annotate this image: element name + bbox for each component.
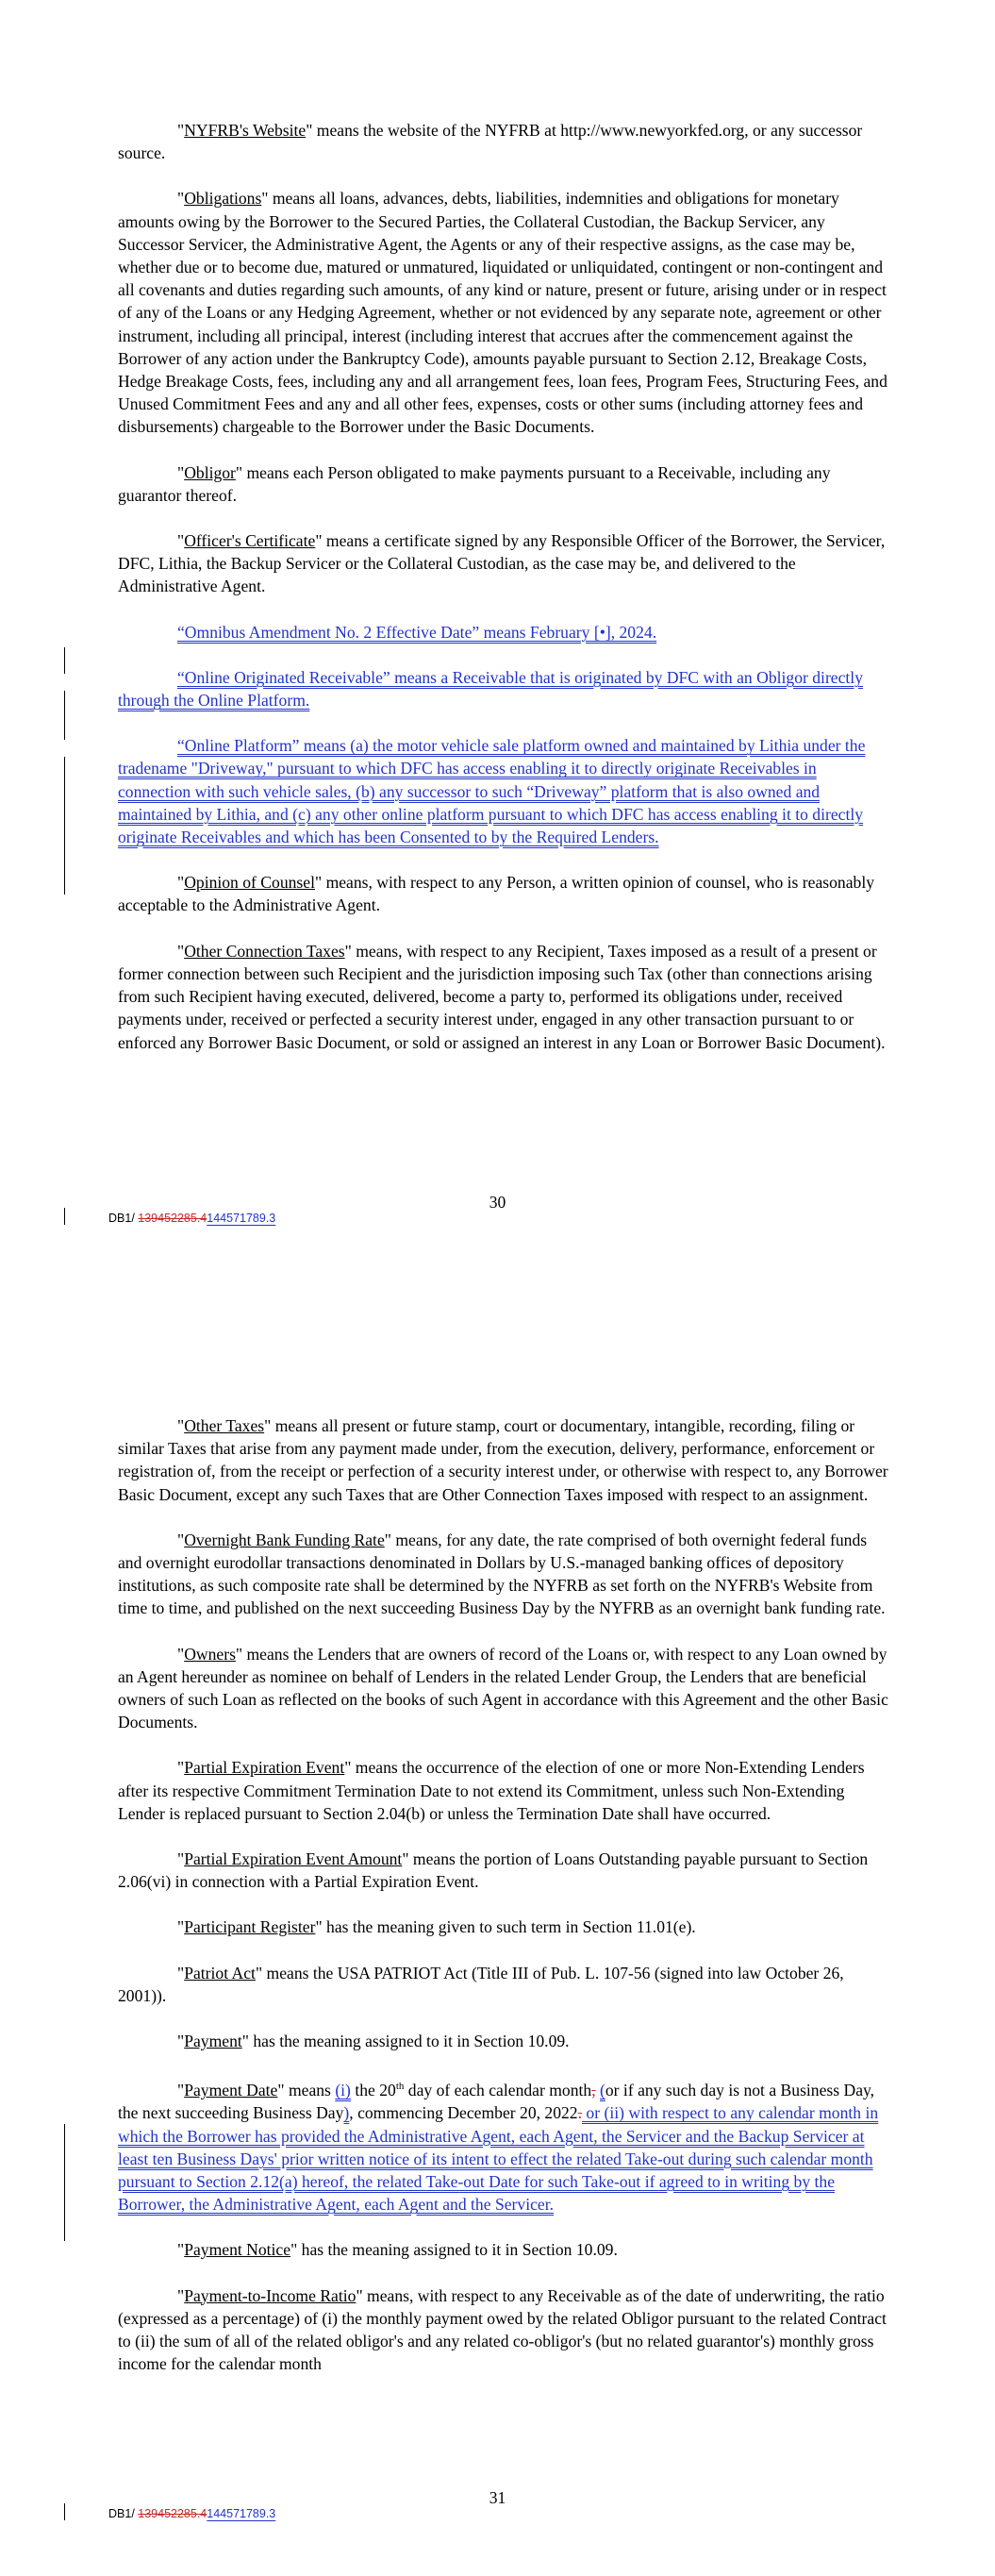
defined-term: Payment Date — [184, 2081, 278, 2100]
definition-text: " means the Lenders that are owners of record of the Loans or, with respect to any Loan owned by an Agent hereunder as nominee on behalf of Lenders in the related Lender Group, the Lenders that are beneficial owners of such Loan as reflected on the books of such Agent in accordance with this Agreement and the other Basic Documents. — [118, 1644, 888, 1732]
defined-term: Overnight Bank Funding Rate — [184, 1530, 385, 1549]
footer-prefix: DB1/ — [108, 1212, 139, 1225]
definition-owners: "Owners" means the Lenders that are owners of record of the Loans or, with respect to any Loan owned by an Agent hereunder as nominee on behalf of Lenders in the related Lender Group, the Lenders that are beneficial owners of such Loan as reflected on the books of such Agent in accordance with this Agreement and the other Basic Documents. — [118, 1644, 888, 1732]
definition-obligor: "Obligor" means each Person obligated to make payments pursuant to a Receivable, including any guarantor thereof. — [118, 462, 831, 505]
defined-term: Obligor — [184, 462, 236, 482]
definition-officers-certificate: "Officer's Certificate" means a certificate signed by any Responsible Officer of the Borrower, the Servicer, DFC, Lithia, the Backup Servicer or the Collateral Custodian, as the case may be, and delivered to the Administrative Agent. — [118, 531, 886, 596]
inserted-text: “Online Originated Receivable” means a Receivable that is originated by DFC with an Obligor directly through the Online Platform. — [118, 667, 863, 711]
page-number: 30 — [489, 1193, 506, 1212]
page-30-body — [118, 119, 889, 1077]
definition-omnibus-amendment-inserted — [118, 621, 889, 644]
inserted-text: (i) — [335, 2081, 351, 2100]
defined-term: Participant Register — [184, 1917, 316, 1937]
definition-overnight-bank-funding-rate: "Overnight Bank Funding Rate" means, for any date, the rate comprised of both overnight federal funds and overnight eurodollar transactions denominated in Dollars by U.S.-managed banking offices of depository institutions, as such composite rate shall be determined by the NYFRB as set forth on the NYFRB's Website from time to time, and published on the next succeeding Business Day by the NYFRB as an overnight bank funding rate. — [118, 1530, 886, 1618]
document-footer — [108, 1212, 275, 1225]
definition-online-platform-inserted — [118, 734, 889, 848]
page-number: 31 — [489, 2488, 506, 2507]
definition-text: " means the website of the NYFRB at http://www.newyorkfed.org, or any successor source. — [118, 121, 863, 163]
definition-obligations: "Obligations" means all loans, advances, debts, liabilities, indemnities and obligations for monetary amounts owing by the Borrower to the Secured Parties, the Collateral Custodian, the Backup Servicer, any Successor Servicer, the Administrative Agent, the Agents or any of their respective assigns, as the case may be, whether due or to become due, matured or unmatured, liquidated or unliquidated, contingent or non-contingent and all covenants and duties regarding such amounts, of any kind or nature, present or future, arising under or in respect of any of the Loans or any Hedging Agreement, whether or not evidenced by any separate note, agreement or other instrument, including all principal, interest (including interest that accrues after the commencement against the Borrower of any action under the Bankruptcy Code), amounts payable pursuant to Section 2.12, Breakage Costs, Hedge Breakage Costs, fees, including any and all arrangement fees, loan fees, Program Fees, Structuring Fees, and Unused Commitment Fees and any and all other fees, expenses, costs or other sums (including attorney fees and disbursements) chargeable to the Borrower under the Basic Documents. — [118, 189, 887, 437]
change-bar — [64, 647, 65, 674]
definition-other-taxes: "Other Taxes" means all present or future stamp, court or documentary, intangible, recording, filing or similar Taxes that arise from any payment made under, from the execution, delivery, performance, enforcement or registration of, from the receipt or perfection of a security interest under, or otherwise with respect to, any Borrower Basic Document, except any such Taxes that are Other Connection Taxes imposed with respect to an assignment. — [118, 1416, 888, 1504]
change-bar — [64, 2503, 65, 2520]
definition-text: " means a certificate signed by any Responsible Officer of the Borrower, the Servicer, DFC, Lithia, the Backup Servicer or the Collateral Custodian, as the case may be, and delivered to the Administrative Agent. — [118, 531, 886, 596]
definition-text: or if any such day is not a Business Day, the next succeeding Business Day — [118, 2081, 875, 2123]
defined-term: Partial Expiration Event Amount — [184, 1849, 403, 1869]
definition-text: day of each calendar month — [404, 2081, 592, 2100]
defined-term: Payment-to-Income Ratio — [184, 2285, 357, 2305]
definition-text: " means, with respect to any Recipient, Taxes imposed as a result of a present or former connection between such Recipient and the jurisdiction imposing such Tax (other than connections arising from such Recipient having executed, delivered, become a party to, performed its obligations under, received payments under, received or perfected a security interest under, engaged in any other transaction pursuant to or enforced any Borrower Basic Document, or sold or assigned an interest in any Loan or Borrower Basic Document). — [118, 941, 886, 1052]
definition-text: , commencing December 20, 2022 — [349, 2103, 578, 2123]
definition-text: the 20 — [350, 2081, 396, 2100]
definition-partial-expiration-event-amount: "Partial Expiration Event Amount" means the portion of Loans Outstanding payable pursuant to Section 2.06(vi) in connection with a Partial Expiration Event. — [118, 1849, 869, 1892]
definition-payment-date: "Payment Date" means (i) the 20th day of each calendar month, (or if any such day is not a Business Day, the next succeeding Business Day), commencing December 20, 2022. or (ii) with respect to any calendar month in which the Borrower has provided the Administrative Agent, each Agent, the Servicer and the Backup Servicer at least ten Business Days' prior written notice of its intent to effect the related Take-out during such calendar month pursuant to Section 2.12(a) hereof, the related Take-out Date for such Take-out if agreed to in writing by the Borrower, the Administrative Agent, each Agent and the Servicer. — [118, 2081, 879, 2215]
change-bar — [64, 1208, 65, 1225]
document-footer — [108, 2507, 275, 2520]
inserted-text: or (ii) with respect to any calendar month in which the Borrower has provided the Administrative Agent, each Agent, the Servicer and the Backup Servicer at least ten Business Days' prior written notice of its intent to effect the related Take-out during such calendar month pursuant to Section 2.12(a) hereof, the related Take-out Date for such Take-out if agreed to in writing by the Borrower, the Administrative Agent, each Agent and the Servicer. — [118, 2103, 879, 2215]
inserted-text: ) — [343, 2103, 350, 2123]
definition-opinion-of-counsel: "Opinion of Counsel" means, with respect to any Person, a written opinion of counsel, who is reasonably acceptable to the Administrative Agent. — [118, 873, 875, 915]
definition-text: " means, for any date, the rate comprised of both overnight federal funds and overnight eurodollar transactions denominated in Dollars by U.S.-managed banking offices of depository institutions, as such composite rate shall be determined by the NYFRB as set forth on the NYFRB's Website from time to time, and published on the next succeeding Business Day by the NYFRB as an overnight bank funding rate. — [118, 1530, 886, 1618]
definition-nyfrbs-website: "NYFRB's Website" means the website of the NYFRB at http://www.newyorkfed.org, or any successor source. — [118, 121, 863, 163]
definition-text: " means the USA PATRIOT Act (Title III of Pub. L. 107-56 (signed into law October 26, 2001)). — [118, 1963, 844, 2005]
inserted-text: “Omnibus Amendment No. 2 Effective Date” means February [•], 2024. — [177, 622, 657, 642]
defined-term: Officer's Certificate — [184, 531, 316, 551]
footer-deleted-id: 139452285.4 — [138, 2507, 207, 2520]
defined-term: Other Taxes — [184, 1416, 265, 1435]
definition-partial-expiration-event: "Partial Expiration Event" means the occurrence of the election of one or more Non-Extending Lenders after its respective Commitment Termination Date to not extend its Commitment, unless such Non-Extending Lender is replaced pursuant to Section 2.04(b) or unless the Termination Date shall have occurred. — [118, 1758, 865, 1823]
definition-patriot-act: "Patriot Act" means the USA PATRIOT Act (Title III of Pub. L. 107-56 (signed into law October 26, 2001)). — [118, 1963, 844, 2005]
definition-text: " means all present or future stamp, court or documentary, intangible, recording, filing or similar Taxes that arise from any payment made under, from the execution, delivery, performance, enforcement or registration of, from the receipt or perfection of a security interest under, or otherwise with respect to, any Borrower Basic Document, except any such Taxes that are Other Connection Taxes imposed with respect to an assignment. — [118, 1416, 888, 1504]
definition-payment-notice: "Payment Notice" has the meaning assigned to it in Section 10.09. — [177, 2240, 618, 2260]
definition-text: " means all loans, advances, debts, liabilities, indemnities and obligations for monetary amounts owing by the Borrower to the Secured Parties, the Collateral Custodian, the Backup Servicer, any Successor Servicer, the Administrative Agent, the Agents or any of their respective assigns, as the case may be, whether due or to become due, matured or unmatured, liquidated or unliquidated, contingent or non-contingent and all covenants and duties regarding such amounts, of any kind or nature, present or future, arising under or in respect of any of the Loans or any Hedging Agreement, whether or not evidenced by any separate note, agreement or other instrument, including all principal, interest (including interest that accrues after the commencement against the Borrower of any action under the Bankruptcy Code), amounts payable pursuant to Section 2.12, Breakage Costs, Hedge Breakage Costs, fees, including any and all arrangement fees, loan fees, Program Fees, Structuring Fees, and Unused Commitment Fees and any and all other fees, expenses, costs or other sums (including attorney fees and disbursements) chargeable to the Borrower under the Basic Documents. — [118, 189, 887, 437]
footer-prefix: DB1/ — [108, 2507, 139, 2520]
defined-term: NYFRB's Website — [184, 121, 307, 140]
inserted-text: ( — [600, 2081, 605, 2100]
definition-text: " means, with respect to any Receivable as of the date of underwriting, the ratio (expressed as a percentage) of (i) the monthly payment owed by the related Obligor pursuant to the related Contract to (ii) the sum of all of the related obligor's and any related co-obligor's (but no related guarantor's) monthly gross income for the calendar month — [118, 2285, 887, 2374]
definition-payment-to-income-ratio: "Payment-to-Income Ratio" means, with respect to any Receivable as of the date of underwriting, the ratio (expressed as a percentage) of (i) the monthly payment owed by the related Obligor pursuant to the related Contract to (ii) the sum of all of the related obligor's and any related co-obligor's (but no related guarantor's) monthly gross income for the calendar month — [118, 2285, 887, 2374]
page-31-body — [118, 1414, 889, 2398]
definition-text: " has the meaning given to such term in Section 11.01(e). — [315, 1917, 696, 1937]
inserted-text: “Online Platform” means (a) the motor vehicle sale platform owned and maintained by Lithia under the tradename "Driveway," pursuant to which DFC has access enabling it to directly originate Receivables in connection with such vehicle sales, (b) any successor to such “Driveway” platform that is also owned and maintained by Lithia, and (c) any other online platform pursuant to which DFC has access enabling it to directly originate Receivables and which has been Consented to by the Required Lenders. — [118, 736, 866, 847]
defined-term: Other Connection Taxes — [184, 941, 345, 961]
change-bar — [64, 2124, 65, 2241]
definition-text: " means the occurrence of the election of one or more Non-Extending Lenders after its respective Commitment Termination Date to not extend its Commitment, unless such Non-Extending Lender is replaced pursuant to Section 2.04(b) or unless the Termination Date shall have occurred. — [118, 1758, 865, 1823]
change-bar — [64, 691, 65, 740]
definition-participant-register: "Participant Register" has the meaning given to such term in Section 11.01(e). — [177, 1917, 696, 1937]
defined-term: Patriot Act — [184, 1963, 256, 1982]
definition-text: " means — [277, 2081, 336, 2100]
definition-other-connection-taxes: "Other Connection Taxes" means, with respect to any Recipient, Taxes imposed as a result of a present or former connection between such Recipient and the jurisdiction imposing such Tax (other than connections arising from such Recipient having executed, delivered, become a party to, performed its obligations under, received payments under, received or perfected a security interest under, engaged in any other transaction pursuant to or enforced any Borrower Basic Document, or sold or assigned an interest in any Loan or Borrower Basic Document). — [118, 941, 886, 1052]
definition-text: " has the meaning assigned to it in Section 10.09. — [290, 2240, 618, 2260]
definition-payment: "Payment" has the meaning assigned to it in Section 10.09. — [177, 2032, 570, 2051]
definition-text: " means each Person obligated to make payments pursuant to a Receivable, including any guarantor thereof. — [118, 462, 831, 505]
definition-text: " has the meaning assigned to it in Section 10.09. — [241, 2032, 570, 2051]
page-31 — [0, 1288, 995, 2576]
deleted-text: . — [577, 2103, 583, 2123]
defined-term: Partial Expiration Event — [184, 1758, 345, 1778]
deleted-text: , — [591, 2081, 596, 2100]
defined-term: Opinion of Counsel — [184, 873, 315, 893]
defined-term: Payment Notice — [184, 2240, 291, 2260]
definition-text: " means the portion of Loans Outstanding payable pursuant to Section 2.06(vi) in connection with a Partial Expiration Event. — [118, 1849, 869, 1892]
definition-text: " means, with respect to any Person, a written opinion of counsel, who is reasonably acceptable to the Administrative Agent. — [118, 873, 875, 915]
footer-inserted-id: 144571789.3 — [207, 2507, 276, 2520]
defined-term: Obligations — [184, 189, 262, 209]
change-bar — [64, 757, 65, 895]
ordinal-suffix: th — [395, 2081, 405, 2093]
footer-deleted-id: 139452285.4 — [138, 1212, 207, 1225]
definition-online-originated-receivable-inserted — [118, 666, 889, 711]
defined-term: Owners — [184, 1644, 236, 1664]
defined-term: Payment — [184, 2032, 242, 2051]
footer-inserted-id: 144571789.3 — [207, 1212, 276, 1225]
